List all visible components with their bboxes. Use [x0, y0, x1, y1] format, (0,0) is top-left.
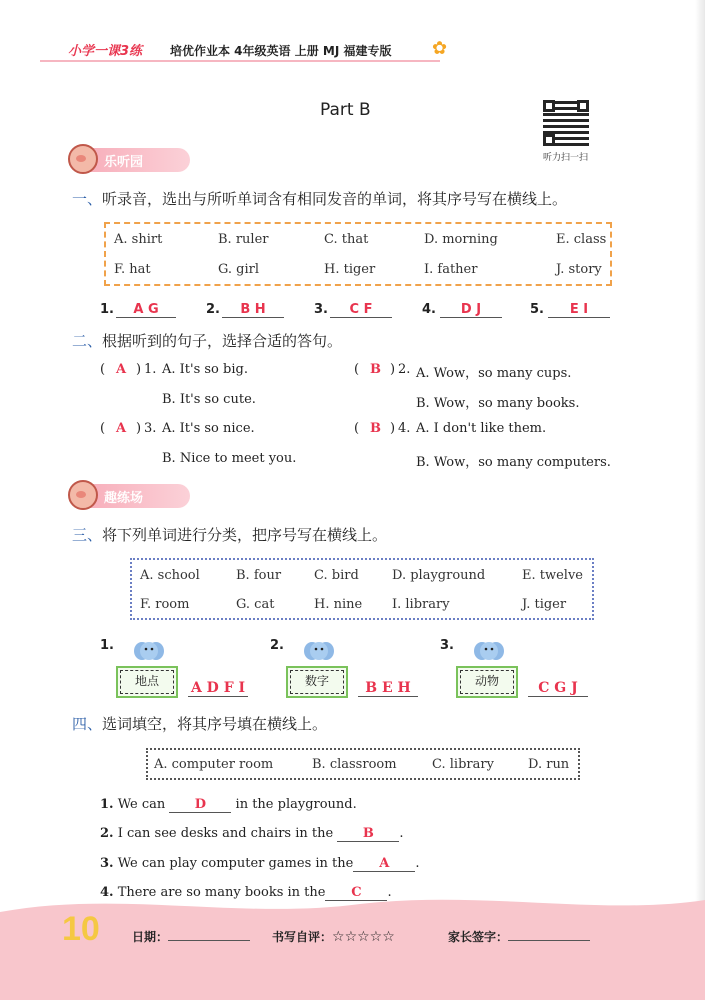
q4-item-post: in the playground.: [235, 797, 357, 812]
q3-title: 将下列单词进行分类，把序号写在横线上。: [102, 526, 388, 544]
q1-opt: J. story: [556, 262, 602, 277]
q4-item-num: 3.: [100, 856, 114, 871]
q2-heading: [72, 330, 342, 351]
q2-option-a: A. Wow，so many cups.: [416, 366, 572, 381]
q1-ans-num: 5.: [530, 302, 544, 317]
q1-ans-num: 4.: [422, 302, 436, 317]
q1-opt: A. shirt: [114, 232, 163, 247]
self-eval-label: 书写自评：: [272, 930, 333, 944]
q1-answers: [100, 302, 620, 324]
q1-opt: I. father: [424, 262, 478, 277]
q2-option-a: A. It's so nice.: [162, 421, 255, 436]
header-stripe: [40, 60, 440, 62]
q2-option-b: B. Nice to meet you.: [162, 451, 297, 466]
q3-group-label: 动物: [456, 666, 518, 698]
q4-item-post: .: [387, 885, 392, 900]
parent-label: 家长签字：: [448, 930, 509, 944]
q4-opt: B. classroom: [312, 757, 397, 772]
q4-item-pre: I can see desks and chairs in the: [117, 826, 334, 841]
q4-answer-blank[interactable]: D: [169, 797, 231, 813]
q4-item-pre: We can play computer games in the: [117, 856, 354, 871]
date-input[interactable]: [168, 928, 250, 941]
q1-opt: C. that: [324, 232, 369, 247]
footer-wave: [0, 890, 705, 1000]
q3-group-label: 地点: [116, 666, 178, 698]
q2-item-num: 2.: [398, 362, 411, 377]
q1-ans-blank[interactable]: B H: [222, 302, 284, 318]
q1-ans-blank[interactable]: C F: [330, 302, 392, 318]
qr-code-icon[interactable]: [543, 100, 589, 146]
q1-opt: D. morning: [424, 232, 498, 247]
q4-opt: C. library: [432, 757, 494, 772]
parent-signature-input[interactable]: [508, 928, 590, 941]
q2-item: ( A ) 3. A. It's so nice. B. Nice to meet you.: [100, 421, 297, 466]
parent-signature: [448, 928, 590, 945]
q2-option-b: B. It's so cute.: [162, 392, 256, 407]
q4-item-pre: We can: [117, 797, 166, 812]
q3-group: [440, 636, 600, 702]
q4-number: 四、: [72, 715, 103, 733]
q2-answer[interactable]: B: [370, 362, 381, 377]
q1-opt: F. hat: [114, 262, 151, 277]
page-number: 10: [62, 910, 100, 948]
q3-opt: G. cat: [236, 597, 275, 612]
q1-ans-num: 1.: [100, 302, 114, 317]
q4-opt: A. computer room: [154, 757, 274, 772]
elephant-icon: [132, 638, 166, 664]
q3-heading: [72, 524, 387, 545]
q4-item: [100, 797, 357, 813]
q4-item-post: .: [399, 826, 404, 841]
q3-number: 三、: [72, 526, 103, 544]
q1-opt: H. tiger: [324, 262, 376, 277]
q3-group-num: 2.: [270, 638, 284, 653]
q4-answer-blank[interactable]: B: [337, 826, 399, 842]
q4-word-box: [146, 748, 580, 780]
header-bar: [40, 36, 460, 66]
q2-item-num: 1.: [144, 362, 157, 377]
q3-group-answer[interactable]: C G J: [528, 680, 588, 697]
q3-group: [100, 636, 260, 702]
elephant-icon: [472, 638, 506, 664]
q4-answer-blank[interactable]: A: [353, 856, 415, 872]
q4-item: [100, 856, 419, 872]
q3-group: [270, 636, 430, 702]
q1-ans-num: 2.: [206, 302, 220, 317]
q3-word-box: [130, 558, 594, 620]
q2-option-b: B. Wow，so many books.: [416, 396, 580, 411]
q2-item-num: 4.: [398, 421, 411, 436]
q2-option-a: A. It's so big.: [162, 362, 248, 377]
q1-opt: G. girl: [218, 262, 260, 277]
page-edge: [695, 0, 705, 1000]
q2-item-num: 3.: [144, 421, 157, 436]
part-title: Part B: [320, 100, 371, 120]
q4-answer-blank[interactable]: C: [325, 885, 387, 901]
elephant-icon: [302, 638, 336, 664]
q4-item-pre: There are so many books in the: [117, 885, 326, 900]
self-eval: [272, 928, 395, 945]
q2-title: 根据听到的句子，选择合适的答句。: [102, 332, 343, 350]
q4-item: [100, 826, 403, 842]
date-field: [132, 928, 250, 945]
q3-opt: B. four: [236, 568, 282, 583]
q3-opt: J. tiger: [522, 597, 567, 612]
q3-opt: A. school: [140, 568, 200, 583]
q1-opt: B. ruler: [218, 232, 269, 247]
q1-number: 一、: [72, 190, 103, 208]
q3-group-answer[interactable]: B E H: [358, 680, 418, 697]
qr-caption: 听力扫一扫: [543, 153, 589, 163]
q3-opt: C. bird: [314, 568, 359, 583]
section-listen-label: 乐听园: [104, 155, 144, 170]
q2-answer[interactable]: A: [116, 421, 127, 436]
pig-mascot-icon: [68, 144, 98, 174]
q2-item: ( A ) 1. A. It's so big. B. It's so cute.: [100, 362, 256, 407]
q4-item-post: .: [415, 856, 420, 871]
q3-opt: I. library: [392, 597, 450, 612]
q1-ans-blank[interactable]: A G: [116, 302, 176, 318]
header-title: 培优作业本 4年级英语 上册 MJ 福建专版: [170, 44, 392, 58]
q2-item: ( B ) 4. A. I don't like them. B. Wow，so many computers.: [354, 421, 611, 470]
q2-option-a: A. I don't like them.: [416, 421, 547, 436]
q4-item-num: 4.: [100, 885, 114, 900]
q3-opt: H. nine: [314, 597, 363, 612]
q3-group-label: 数字: [286, 666, 348, 698]
date-label: 日期：: [132, 930, 169, 944]
pig-mascot-icon: [68, 480, 98, 510]
q3-group-num: 3.: [440, 638, 454, 653]
q2-answer[interactable]: B: [370, 421, 381, 436]
q4-heading: [72, 713, 327, 734]
q1-heading: [72, 188, 567, 209]
q4-item-num: 1.: [100, 797, 114, 812]
q3-opt: D. playground: [392, 568, 486, 583]
header-brand: 小学一课3练: [68, 44, 143, 59]
q4-item-num: 2.: [100, 826, 114, 841]
q1-title: 听录音，选出与所听单词含有相同发音的单词，将其序号写在横线上。: [102, 190, 568, 208]
q2-number: 二、: [72, 332, 103, 350]
q1-ans-num: 3.: [314, 302, 328, 317]
q1-word-box: [104, 222, 612, 286]
q3-group-answer[interactable]: A D F I: [188, 680, 248, 697]
star-rating[interactable]: ☆☆☆☆☆: [332, 929, 395, 945]
q2-answer[interactable]: A: [116, 362, 127, 377]
q2-item: ( B ) 2. A. Wow，so many cups. B. Wow，so many books.: [354, 362, 580, 411]
q4-title: 选词填空，将其序号填在横线上。: [102, 715, 328, 733]
flower-icon: ✿: [432, 38, 448, 59]
section-practice-label: 趣练场: [104, 491, 144, 506]
q2-option-b: B. Wow，so many computers.: [416, 455, 611, 470]
q1-ans-blank[interactable]: E I: [548, 302, 610, 318]
q1-ans-blank[interactable]: D J: [440, 302, 502, 318]
q1-opt: E. class: [556, 232, 607, 247]
q3-opt: F. room: [140, 597, 190, 612]
q3-group-num: 1.: [100, 638, 114, 653]
q3-opt: E. twelve: [522, 568, 583, 583]
q4-opt: D. run: [528, 757, 570, 772]
